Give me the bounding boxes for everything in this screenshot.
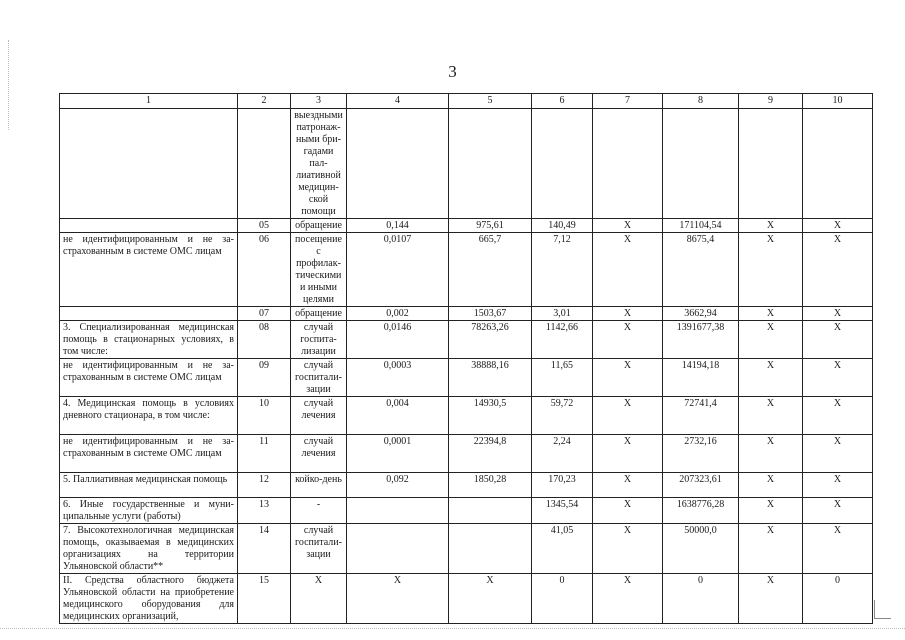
cell-c10: X <box>803 435 873 473</box>
cell-c4: 0,0003 <box>347 359 449 397</box>
cell-c6: 2,24 <box>532 435 593 473</box>
cell-c9: X <box>739 473 803 498</box>
cell-c1: 7. Высокотехнологичная медицинская помощь, оказываемая в медицинских организациях на территории Ульяновской области** <box>60 524 238 574</box>
cell-c8: 1391677,38 <box>663 321 739 359</box>
header-cell: 2 <box>238 94 291 109</box>
header-cell: 7 <box>593 94 663 109</box>
cell-c9 <box>739 109 803 219</box>
cell-c8: 2732,16 <box>663 435 739 473</box>
cell-c2: 06 <box>238 233 291 307</box>
cell-c9: X <box>739 498 803 524</box>
cell-c9: X <box>739 359 803 397</box>
cell-c1: не идентифицированным и не застрахованным в системе ОМС лицам <box>60 233 238 307</box>
header-cell: 10 <box>803 94 873 109</box>
table-row <box>60 435 873 473</box>
table-row <box>60 233 873 307</box>
table-row <box>60 498 873 524</box>
cell-c7: X <box>593 359 663 397</box>
table-row <box>60 397 873 435</box>
cell-c9: X <box>739 574 803 624</box>
cell-c8: 3662,94 <box>663 307 739 321</box>
header-cell: 8 <box>663 94 739 109</box>
cell-c1: 6. Иные государственные и муниципальные услуги (работы) <box>60 498 238 524</box>
cell-c4: 0,144 <box>347 219 449 233</box>
header-cell: 9 <box>739 94 803 109</box>
cell-c8 <box>663 109 739 219</box>
cell-c5: 665,7 <box>449 233 532 307</box>
cell-c8: 50000,0 <box>663 524 739 574</box>
table-row <box>60 524 873 574</box>
cell-c5 <box>449 498 532 524</box>
cell-c4: 0,0146 <box>347 321 449 359</box>
cell-c5: X <box>449 574 532 624</box>
cell-c9: X <box>739 307 803 321</box>
header-row <box>60 94 873 109</box>
table-row <box>60 109 873 219</box>
cell-c5: 1850,28 <box>449 473 532 498</box>
cell-c8: 72741,4 <box>663 397 739 435</box>
cell-c3: случай госпитализации <box>291 359 347 397</box>
cell-c9: X <box>739 233 803 307</box>
cell-c7: X <box>593 233 663 307</box>
cell-c7: X <box>593 524 663 574</box>
cell-c3: обращение <box>291 307 347 321</box>
header-cell: 4 <box>347 94 449 109</box>
cell-c8: 0 <box>663 574 739 624</box>
cell-c1 <box>60 109 238 219</box>
cell-c4: 0,0107 <box>347 233 449 307</box>
cell-c9: X <box>739 524 803 574</box>
scan-corner-mark <box>874 600 891 619</box>
cell-c7: X <box>593 435 663 473</box>
cell-c6: 0 <box>532 574 593 624</box>
cell-c6: 1345,54 <box>532 498 593 524</box>
cell-c2: 09 <box>238 359 291 397</box>
cell-c3: случай госпитализации <box>291 524 347 574</box>
cell-c1: не идентифицированным и не застрахованным в системе ОМС лицам <box>60 359 238 397</box>
header-cell: 6 <box>532 94 593 109</box>
cell-c7: X <box>593 321 663 359</box>
cell-c7: X <box>593 219 663 233</box>
cell-c10: X <box>803 359 873 397</box>
cell-c2: 15 <box>238 574 291 624</box>
table-row <box>60 321 873 359</box>
cell-c8: 8675,4 <box>663 233 739 307</box>
cell-c10: 0 <box>803 574 873 624</box>
table-row <box>60 473 873 498</box>
cell-c6 <box>532 109 593 219</box>
cell-c1 <box>60 219 238 233</box>
cell-c2: 07 <box>238 307 291 321</box>
cell-c2: 13 <box>238 498 291 524</box>
cell-c9: X <box>739 435 803 473</box>
cell-c5: 38888,16 <box>449 359 532 397</box>
cell-c5: 22394,8 <box>449 435 532 473</box>
header-cell: 1 <box>60 94 238 109</box>
cell-c7: X <box>593 397 663 435</box>
cell-c3: - <box>291 498 347 524</box>
cell-c9: X <box>739 321 803 359</box>
cell-c9: X <box>739 397 803 435</box>
cell-c10: X <box>803 473 873 498</box>
cell-c1 <box>60 307 238 321</box>
cell-c7: X <box>593 574 663 624</box>
cell-c4: 0,0001 <box>347 435 449 473</box>
cell-c3: обращение <box>291 219 347 233</box>
page-number: 3 <box>448 62 457 81</box>
header-cell: 3 <box>291 94 347 109</box>
cell-c3: случай госпитализации <box>291 321 347 359</box>
cell-c3: X <box>291 574 347 624</box>
scan-margin-mark <box>8 40 10 130</box>
cell-c1: 5. Паллиативная медицинская помощь <box>60 473 238 498</box>
cell-c5 <box>449 524 532 574</box>
cell-c2: 14 <box>238 524 291 574</box>
cell-c7: X <box>593 307 663 321</box>
cell-c4 <box>347 524 449 574</box>
scan-bottom-edge <box>0 628 905 630</box>
cell-c3: посещение с профилактическими и иными целями <box>291 233 347 307</box>
cell-c1: 4. Медицинская помощь в условиях дневного стационара, в том числе: <box>60 397 238 435</box>
cell-c4: X <box>347 574 449 624</box>
cell-c10: X <box>803 321 873 359</box>
cell-c7: X <box>593 473 663 498</box>
financing-table <box>59 93 873 624</box>
cell-c2: 05 <box>238 219 291 233</box>
cell-c5: 1503,67 <box>449 307 532 321</box>
cell-c4 <box>347 109 449 219</box>
table-row <box>60 219 873 233</box>
header-cell: 5 <box>449 94 532 109</box>
cell-c5: 975,61 <box>449 219 532 233</box>
cell-c5: 78263,26 <box>449 321 532 359</box>
cell-c7: X <box>593 498 663 524</box>
cell-c5 <box>449 109 532 219</box>
cell-c2 <box>238 109 291 219</box>
cell-c6: 41,05 <box>532 524 593 574</box>
cell-c3: койко-день <box>291 473 347 498</box>
cell-c5: 14930,5 <box>449 397 532 435</box>
cell-c2: 12 <box>238 473 291 498</box>
table-row <box>60 574 873 624</box>
cell-c8: 207323,61 <box>663 473 739 498</box>
cell-c4: 0,092 <box>347 473 449 498</box>
cell-c10: X <box>803 524 873 574</box>
cell-c6: 140,49 <box>532 219 593 233</box>
cell-c6: 1142,66 <box>532 321 593 359</box>
cell-c2: 08 <box>238 321 291 359</box>
cell-c10: X <box>803 307 873 321</box>
cell-c3: выездными патронажными бригадами паллиативной медицинской помощи <box>291 109 347 219</box>
cell-c10: X <box>803 397 873 435</box>
cell-c6: 170,23 <box>532 473 593 498</box>
cell-c4: 0,004 <box>347 397 449 435</box>
cell-c3: случай лечения <box>291 435 347 473</box>
cell-c8: 1638776,28 <box>663 498 739 524</box>
cell-c3: случай лечения <box>291 397 347 435</box>
cell-c10: X <box>803 233 873 307</box>
cell-c8: 171104,54 <box>663 219 739 233</box>
cell-c2: 11 <box>238 435 291 473</box>
cell-c1: 3. Специализированная медицинская помощь в стационарных условиях, в том числе: <box>60 321 238 359</box>
cell-c6: 11,65 <box>532 359 593 397</box>
cell-c7 <box>593 109 663 219</box>
cell-c6: 59,72 <box>532 397 593 435</box>
cell-c10: X <box>803 498 873 524</box>
cell-c2: 10 <box>238 397 291 435</box>
table-row <box>60 307 873 321</box>
cell-c1: II. Средства областного бюджета Ульяновской области на приобретение медицинского оборудования для медицинских организаций, <box>60 574 238 624</box>
cell-c6: 3,01 <box>532 307 593 321</box>
cell-c4: 0,002 <box>347 307 449 321</box>
cell-c8: 14194,18 <box>663 359 739 397</box>
cell-c10 <box>803 109 873 219</box>
table-row <box>60 359 873 397</box>
cell-c9: X <box>739 219 803 233</box>
cell-c10: X <box>803 219 873 233</box>
cell-c1: не идентифицированным и не застрахованным в системе ОМС лицам <box>60 435 238 473</box>
cell-c4 <box>347 498 449 524</box>
cell-c6: 7,12 <box>532 233 593 307</box>
